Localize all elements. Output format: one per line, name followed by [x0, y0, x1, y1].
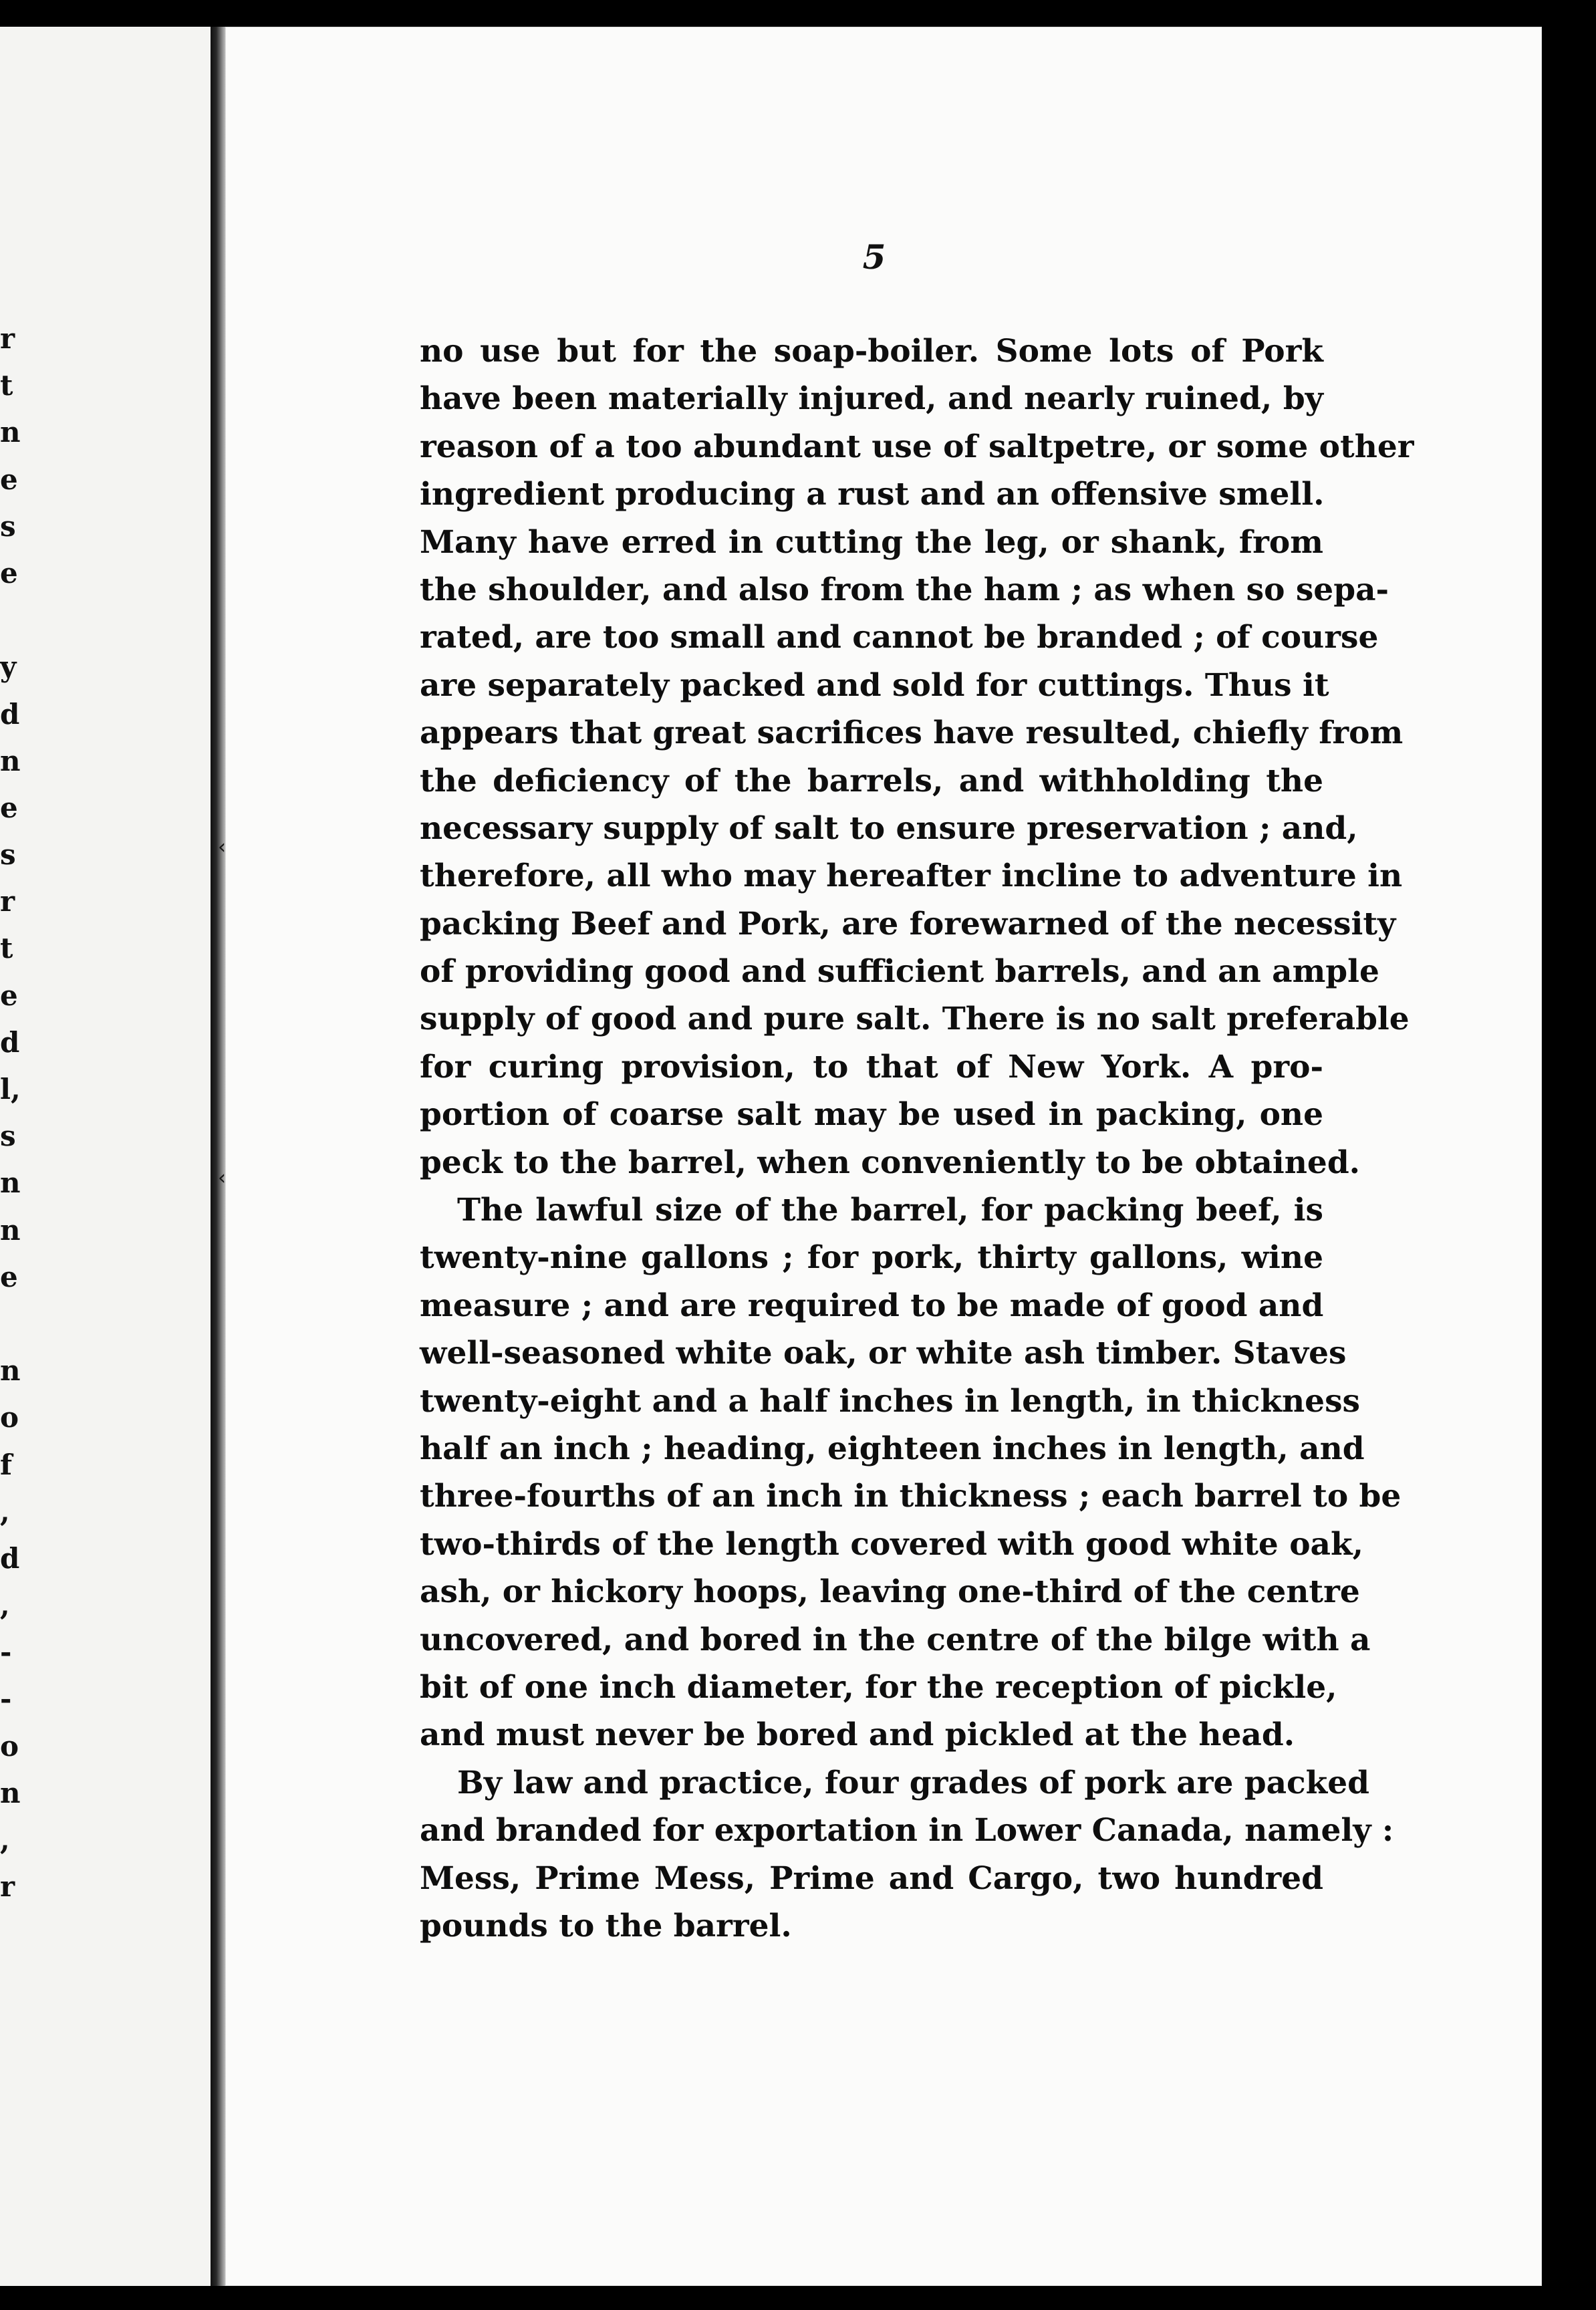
previous-page-edge-char: n	[0, 1213, 21, 1247]
text-line: supply of good and pure salt. There is no salt preferable	[420, 1001, 1410, 1038]
text-line: three-fourths of an inch in thickness ; each barrel to be	[420, 1478, 1402, 1515]
previous-page-edge-char: s	[0, 1120, 16, 1153]
text-line: measure ; and are required to be made of good and	[420, 1287, 1324, 1324]
text-line: half an inch ; heading, eighteen inches in length, and	[420, 1430, 1365, 1467]
previous-page-edge-char: n	[0, 416, 21, 449]
previous-page-edge-char: y	[0, 650, 17, 684]
previous-page-edge-char: -	[0, 1682, 12, 1716]
previous-page-edge-char: t	[0, 932, 13, 965]
text-line: the deficiency of the barrels, and withholding the	[420, 762, 1323, 799]
text-line: The lawful size of the barrel, for packing beef, is	[457, 1192, 1323, 1229]
previous-page-edge-char: n	[0, 1354, 21, 1388]
text-line: pounds to the barrel.	[420, 1907, 792, 1944]
page-number: 5	[862, 237, 886, 277]
text-line: packing Beef and Pork, are forewarned of the necessity	[420, 905, 1396, 942]
text-line: Mess, Prime Mess, Prime and Cargo, two hundred	[420, 1859, 1323, 1897]
text-line: have been materially injured, and nearly ruined, by	[420, 380, 1323, 418]
text-line: bit of one inch diameter, for the reception of pickle,	[420, 1668, 1337, 1706]
text-line: ash, or hickory hoops, leaving one-third of the centre	[420, 1573, 1360, 1611]
text-line: appears that great sacrifices have resulted, chiefly from	[420, 715, 1404, 752]
previous-page-edge-char: n	[0, 744, 21, 777]
previous-page-edge-char: f	[0, 1448, 13, 1481]
previous-page-edge-char: ,	[0, 1589, 10, 1622]
text-line: and branded for exportation in Lower Canada, namely :	[420, 1812, 1394, 1849]
text-line: well-seasoned white oak, or white ash timber. Staves	[420, 1335, 1347, 1372]
previous-page-edge-char: ,	[0, 1823, 10, 1856]
previous-page-edge-char: e	[0, 556, 18, 590]
text-line: twenty-eight and a half inches in length, in thickness	[420, 1382, 1360, 1420]
text-line: are separately packed and sold for cuttings. Thus it	[420, 666, 1329, 704]
gutter-mark: ‹	[218, 836, 226, 859]
text-line: peck to the barrel, when conveniently to be obtained.	[420, 1144, 1361, 1181]
previous-page-edge-char: o	[0, 1729, 19, 1763]
text-line: therefore, all who may hereafter incline to adventure in	[420, 858, 1403, 895]
previous-page-edge-char: ,	[0, 1495, 10, 1528]
book-gutter	[211, 27, 225, 2286]
previous-page-edge-char: r	[0, 885, 15, 918]
previous-page-edge-char: e	[0, 979, 18, 1012]
previous-page-edge-char: n	[0, 1166, 21, 1200]
gutter-mark: ‹	[218, 1166, 226, 1190]
previous-page-edge-char: s	[0, 509, 16, 543]
previous-page-edge-char: d	[0, 1541, 20, 1575]
previous-page-edge-text	[0, 315, 27, 1910]
previous-page-edge-char: d	[0, 1025, 20, 1059]
previous-page-fragment	[0, 27, 211, 2286]
previous-page-edge-char: -	[0, 1636, 12, 1669]
text-line: rated, are too small and cannot be branded ; of course	[420, 619, 1379, 656]
text-line: the shoulder, and also from the ham ; as when so sepa-	[420, 571, 1389, 608]
text-line: two-thirds of the length covered with good white oak,	[420, 1525, 1363, 1563]
text-line: twenty-nine gallons ; for pork, thirty gallons, wine	[420, 1239, 1323, 1277]
previous-page-edge-char: d	[0, 697, 20, 731]
previous-page-edge-char: r	[0, 1870, 15, 1904]
previous-page-edge-char: t	[0, 369, 13, 402]
previous-page-edge-char: r	[0, 322, 15, 355]
body-text	[420, 328, 1414, 1950]
previous-page-edge-char: e	[0, 1260, 18, 1293]
previous-page-edge-char: n	[0, 1776, 21, 1809]
paragraph	[420, 1759, 1394, 1950]
previous-page-edge-char: e	[0, 463, 18, 496]
previous-page-edge-char: o	[0, 1401, 19, 1434]
text-line: portion of coarse salt may be used in packing, one	[420, 1096, 1323, 1134]
previous-page-edge-char: s	[0, 838, 16, 872]
text-line: and must never be bored and pickled at the head.	[420, 1716, 1295, 1754]
text-line: for curing provision, to that of New York. A pro-	[420, 1048, 1323, 1085]
text-line: reason of a too abundant use of saltpetre, or some other	[420, 428, 1414, 465]
previous-page-edge-char: e	[0, 791, 18, 824]
paragraph	[420, 328, 1414, 1186]
previous-page-edge-char	[0, 1301, 27, 1348]
previous-page-edge-char: l,	[0, 1073, 21, 1106]
text-line: of providing good and sufficient barrels, and an ample	[420, 953, 1379, 991]
text-line: By law and practice, four grades of pork are packed	[457, 1764, 1369, 1801]
paragraph	[420, 1186, 1402, 1759]
text-line: Many have erred in cutting the leg, or shank, from	[420, 523, 1323, 561]
text-line: necessary supply of salt to ensure preservation ; and,	[420, 809, 1358, 847]
text-line: ingredient producing a rust and an offensive smell.	[420, 476, 1325, 513]
text-line: no use but for the soap-boiler. Some lots of Pork	[420, 333, 1323, 370]
previous-page-edge-char	[0, 597, 27, 644]
text-line: uncovered, and bored in the centre of the bilge with a	[420, 1621, 1371, 1658]
